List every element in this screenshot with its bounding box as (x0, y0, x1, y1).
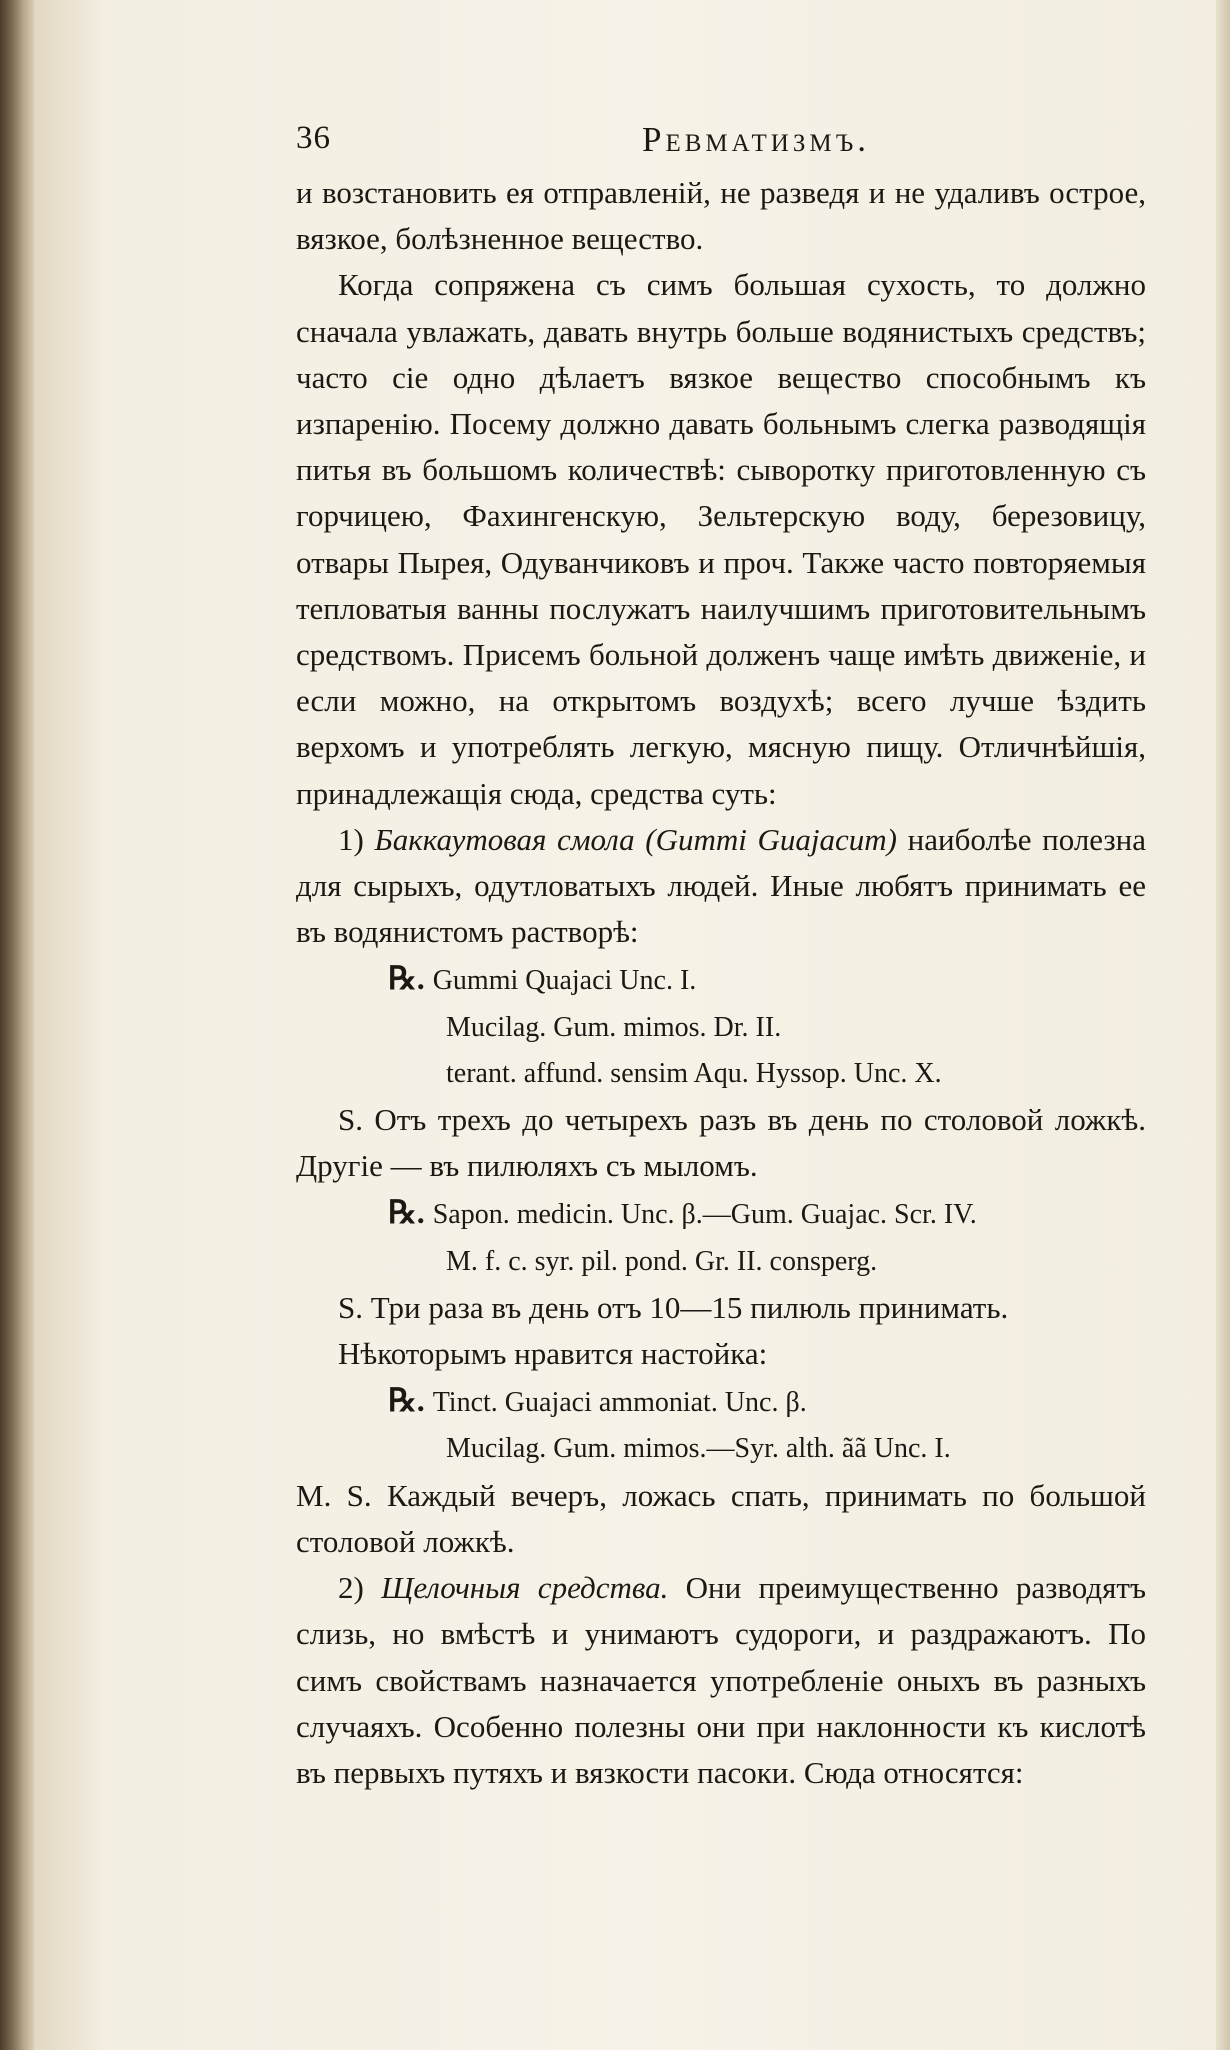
recipe-2-line-1: ℞. Sapon. medicin. Unc. β.—Gum. Guajac. Scr. IV. (388, 1194, 977, 1231)
recipe-1-line-3: terant. affund. sensim Aqu. Hyssop. Unc. X. (446, 1057, 942, 1089)
remedy-2-paragraph (296, 1565, 1146, 1796)
book-spine-shadow (0, 0, 34, 2050)
remedy-2-number: 2) (338, 1570, 364, 1606)
signa-1: S. Отъ трехъ до четырехъ разъ въ день по столовой ложкѣ. Другіе — въ пилюляхъ съ мыломъ. (296, 1102, 1146, 1184)
page-header (296, 112, 1116, 172)
remedy-2-text: Они преимущественно разводятъ слизь, но вмѣстѣ и унимаютъ судороги, и раздражаютъ. По симъ свойствамъ назначается употребленіе оныхъ въ разныхъ случаяхъ. Особенно полезны они при наклонности къ кислотѣ въ первыхъ путяхъ и вязкости пасоки. Сюда относятся: (296, 1570, 1147, 1790)
page-number: 36 (296, 120, 331, 156)
recipe-3-line-1: ℞. Tinct. Guajaci ammoniat. Unc. β. (388, 1382, 807, 1419)
remedy-1-text: наиболѣе полезна для сырыхъ, одутловатыхъ людей. Иные любятъ принимать ее въ водянистомъ растворѣ: (296, 821, 1147, 950)
remedy-1-number: 1) (338, 821, 364, 857)
paragraph-dryness: Когда сопряжена съ симъ большая сухость, то должно сначала увлажать, давать внутрь больше водянистыхъ средствъ; часто сіе одно дѣлаетъ вязкое вещество способнымъ къ изпаренію. Посему должно давать больнымъ слегка разводящія питья въ большомъ количествѣ: сыворотку приготовленную съ горчицею, Фахингенскую, Зельтерскую воду, березовицу, отвары Пырея, Одуванчиковъ и проч. Также часто повторяемыя тепловатыя ванны послужатъ наилучшимъ приготовительнымъ средствомъ. Присемъ больной долженъ чаще имѣть движеніе, и если можно, на открытомъ воздухѣ; всего лучше ѣздить верхомъ и употреблять легкую, мясную пищу. Отличнѣйшія, принадлежащія сюда, средства суть: (296, 267, 1146, 811)
signa-2: S. Три раза въ день отъ 10—15 пилюль принимать. (338, 1289, 1009, 1325)
tincture-intro: Нѣкоторымъ нравится настойка: (338, 1336, 768, 1372)
page-body (296, 170, 1146, 1796)
running-title: Ревматизмъ. (642, 120, 870, 159)
signa-3: M. S. Каждый вечеръ, ложась спать, принимать по большой столовой ложкѣ. (296, 1477, 1146, 1559)
recipe-2-line-2: M. f. c. syr. pil. pond. Gr. II. consperg. (446, 1245, 878, 1277)
recipe-symbol: ℞. (388, 960, 425, 997)
paragraph-continuation: и возстановить ея отправленій, не разведя и не удаливъ острое, вязкое, болѣзненное вещество. (296, 175, 1146, 257)
recipe-3-line-2: Mucilag. Gum. mimos.—Syr. alth. ãã Unc. I. (446, 1433, 951, 1465)
page-edge (1216, 0, 1230, 2050)
recipe-symbol: ℞. (388, 1382, 425, 1419)
remedy-2-heading: Щелочныя средства. (381, 1570, 669, 1606)
recipe-1-line-2: Mucilag. Gum. mimos. Dr. II. (446, 1011, 782, 1043)
remedy-1-heading: Баккаутовая смола (Gummi Guajacum) (374, 821, 897, 857)
recipe-1-line-1: ℞. Gummi Quajaci Unc. I. (388, 960, 697, 997)
book-page (34, 0, 1230, 2050)
recipe-symbol: ℞. (388, 1194, 425, 1231)
remedy-1-paragraph (296, 817, 1146, 956)
